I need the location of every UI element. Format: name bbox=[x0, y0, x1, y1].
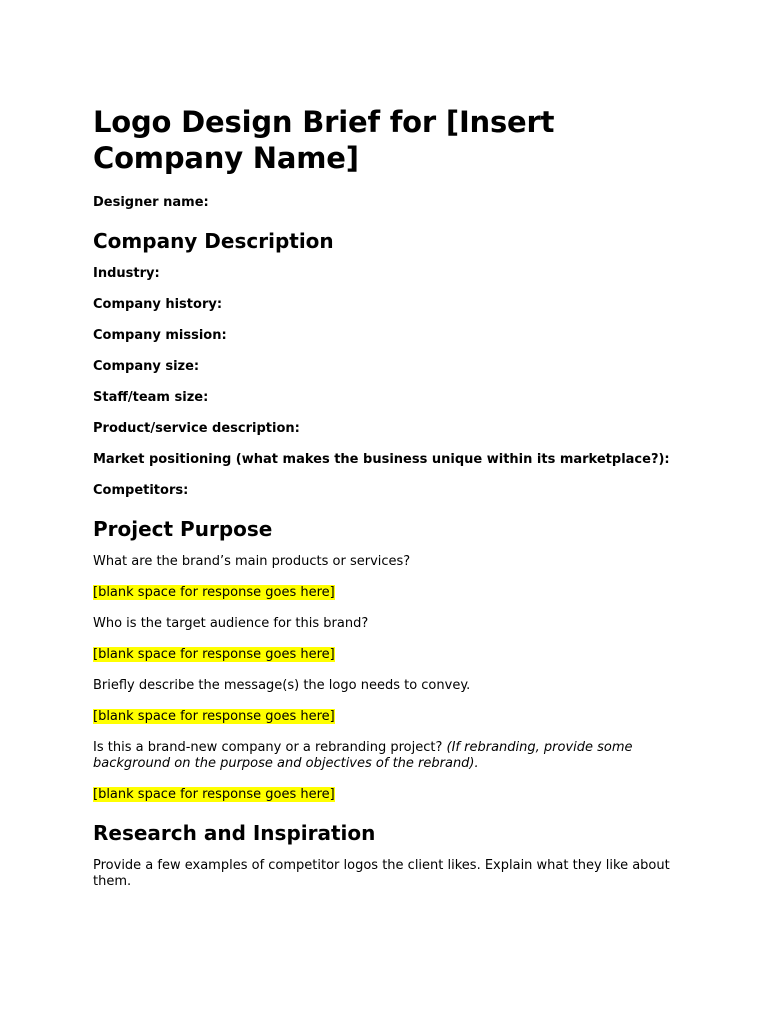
field-company-mission: Company mission: bbox=[93, 328, 227, 343]
field-company-history: Company history: bbox=[93, 297, 223, 312]
response-placeholder bbox=[93, 709, 675, 725]
research-inspiration-heading: Research and Inspiration bbox=[93, 821, 376, 845]
field-competitors: Competitors: bbox=[93, 483, 189, 498]
response-placeholder-text: [blank space for response goes here] bbox=[93, 787, 335, 802]
question-rebrand-note: (If rebranding, provide some background on the purpose and objectives of the rebrand). bbox=[93, 740, 633, 771]
response-placeholder-text: [blank space for response goes here] bbox=[93, 647, 335, 662]
question-new-or-rebrand bbox=[93, 740, 675, 772]
response-placeholder bbox=[93, 647, 675, 663]
response-placeholder-text: [blank space for response goes here] bbox=[93, 585, 335, 600]
project-purpose-heading: Project Purpose bbox=[93, 517, 273, 541]
response-placeholder bbox=[93, 585, 675, 601]
field-staff-team-size: Staff/team size: bbox=[93, 390, 209, 405]
response-placeholder bbox=[93, 787, 675, 803]
question-target-audience: Who is the target audience for this brand? bbox=[93, 616, 369, 631]
question-competitor-logos: Provide a few examples of competitor logos the client likes. Explain what they like about them. bbox=[93, 858, 670, 889]
field-industry: Industry: bbox=[93, 266, 160, 281]
response-placeholder-text: [blank space for response goes here] bbox=[93, 709, 335, 724]
question-logo-message: Briefly describe the message(s) the logo needs to convey. bbox=[93, 678, 471, 693]
company-description-heading: Company Description bbox=[93, 229, 334, 253]
document-title: Logo Design Brief for [Insert Company Name] bbox=[93, 105, 555, 175]
field-market-positioning: Market positioning (what makes the business unique within its marketplace?): bbox=[93, 452, 670, 467]
question-products-services: What are the brand’s main products or services? bbox=[93, 554, 411, 569]
field-company-size: Company size: bbox=[93, 359, 200, 374]
designer-name-label: Designer name: bbox=[93, 195, 209, 210]
field-product-service-description: Product/service description: bbox=[93, 421, 300, 436]
question-new-or-rebrand-text: Is this a brand-new company or a rebranding project? bbox=[93, 740, 443, 755]
